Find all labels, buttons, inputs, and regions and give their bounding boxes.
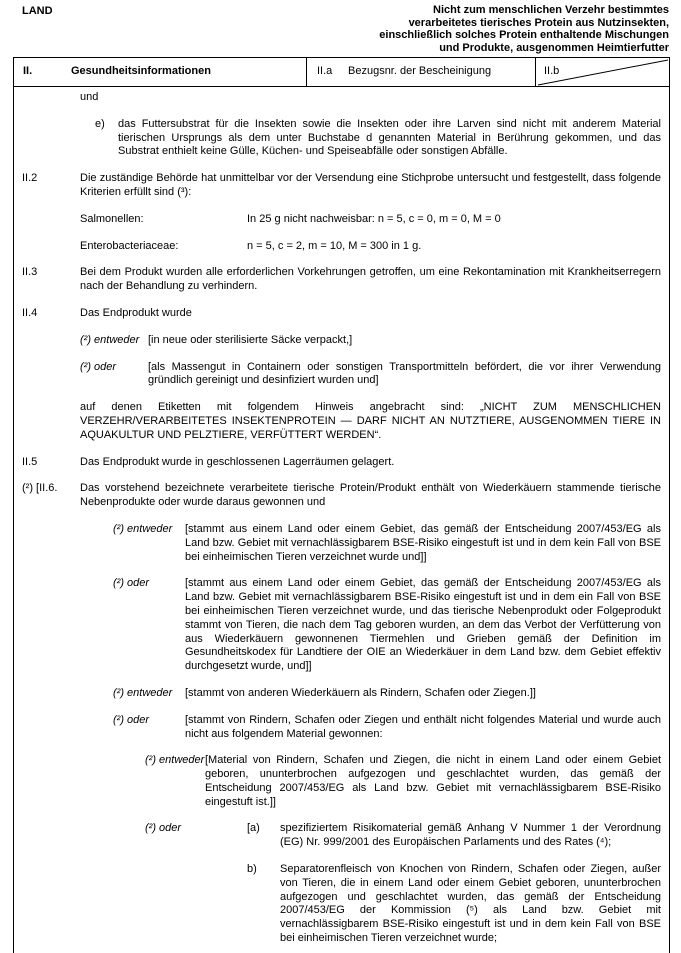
- document-title: [239, 4, 669, 54]
- title-line-1: Nicht zum menschlichen Verzehr bestimmtes: [433, 4, 669, 16]
- II6-option-4-label: (²) oder: [113, 713, 150, 726]
- item-e: [80, 118, 661, 159]
- item-b-text: Separatorenfleisch von Knochen von Rindern, Schafen oder Ziegen, außer von Tieren, die in einem Land oder einem Gebiet geboren, ununterbrochen aufgezogen und geschlachtet wurden, das gemäß der Entscheidung 2007/453/EG der Kommission (⁵) als Land bzw. Gebiet mit vernachlässigbarem BSE-Risiko eingestuft ist und in dem kein Fall von BSE bei einheimischen Tieren verzeichnet wurde;: [280, 863, 661, 945]
- II6-option-1-text: [stammt aus einem Land oder einem Gebiet, das gemäß der Entscheidung 2007/453/EG als Land bzw. Gebiet mit vernachlässigbarem BSE-Risiko eingestuft ist und in dem kein Fall von BSE bei einheimischen Tieren verzeichnet wurde und]]: [185, 522, 661, 563]
- criterion-enterobacteriaceae-name: Enterobacteriaceae:: [80, 239, 179, 252]
- II6-option-3-text: [stammt von anderen Wiederkäuern als Rindern, Schafen oder Ziegen.]]: [185, 686, 536, 699]
- II4-option-entweder-text: [in neue oder sterilisierte Säcke verpackt,]: [148, 333, 353, 346]
- certificate-part2-box: [13, 57, 670, 953]
- country-label: LAND: [22, 5, 53, 17]
- II4-option-oder-label: (²) oder: [80, 360, 117, 373]
- certificate-body: [14, 87, 669, 946]
- II6-option-3-entweder: [113, 687, 661, 701]
- section-II2-row: [14, 172, 669, 200]
- section-II5-row: [14, 456, 669, 470]
- section-II5-number: II.5: [22, 455, 38, 468]
- criterion-salmonella-value: In 25 g nicht nachweisbar: n = 5, c = 0, m = 0, M = 0: [247, 212, 501, 225]
- header-cell-iib: [536, 58, 669, 86]
- II6-option-2-text: [stammt aus einem Land oder einem Gebiet, das gemäß der Entscheidung 2007/453/EG als Land bzw. Gebiet mit vernachlässigbarem BSE-Risiko eingestuft ist und in dem ein Fall von BSE bei einheimischen Tieren verzeichnet wurde, und das tierische Nebenprodukt oder Folgeprodukt stammt von Tieren, die nach dem Tag geboren wurden, an dem das Verbot der Verfütterung von aus Wiederkäuern gewonnenen Tiermehlen und Grieben gemäß der Definition im Gesundheitskodex für Landtiere der OIE an Wiederkäuer in dem Land bzw. dem Gebiet effektiv durchgesetzt wurde, und]]: [185, 577, 661, 673]
- II4-option-entweder-label: (²) entweder: [80, 333, 140, 346]
- reference-number-label: Bezugsnr. der Bescheinigung: [348, 65, 492, 78]
- section-II6-row: [14, 482, 669, 946]
- II6-suboption-entweder-text: [Material von Rindern, Schafen und Ziegen, die nicht in einem Land oder einem Gebiet geboren, ununterbrochen aufgezogen und geschlachtet wurden, das gemäß der Entscheidung 2007/453/EG als Land bzw. Gebiet mit vernachlässigbarem BSE-Risiko eingestuft ist.]]: [205, 754, 661, 808]
- connector-word: und: [80, 91, 99, 103]
- II6-suboption-entweder-label: (²) entweder: [145, 754, 205, 767]
- II6-option-3-label: (²) entweder: [113, 686, 173, 699]
- section-II4-row: [14, 307, 669, 443]
- section-II6-number: (²) [II.6.: [22, 482, 58, 495]
- item-a-marker: [a): [247, 822, 260, 835]
- II6-suboption-oder-item-a: [145, 822, 661, 850]
- II6-suboption-entweder: [145, 754, 661, 809]
- connector-row: [14, 91, 669, 105]
- criterion-salmonella-row: [14, 213, 669, 227]
- criterion-salmonella: [80, 213, 661, 227]
- item-a-text: spezifiziertem Risikomaterial gemäß Anhang V Nummer 1 der Verordnung (EG) Nr. 999/2001 des Europäischen Parlaments und des Rates (⁴);: [280, 822, 661, 849]
- section-II2-text: Die zuständige Behörde hat unmittelbar vor der Versendung eine Stichprobe untersucht und festgestellt, dass folgende Kriterien erfüllt sind (³):: [80, 172, 661, 198]
- section-II2-number: II.2: [22, 172, 38, 185]
- title-line-2: verarbeitetes tierisches Protein aus Nutzinsekten,: [408, 16, 669, 29]
- header-cell-health-info: [14, 58, 307, 86]
- criterion-enterobacteriaceae-row: [14, 240, 669, 254]
- criterion-enterobacteriaceae: [80, 240, 661, 254]
- II6-option-2-label: (²) oder: [113, 577, 150, 590]
- health-info-label: Gesundheitsinformationen: [71, 65, 211, 78]
- section-II4-closing: auf denen Etiketten mit folgendem Hinweis angebracht sind: „NICHT ZUM MENSCHLICHEN VERZEHR/VERARBEITETES INSEKTENPROTEIN — DARF NICHT AN NUTZTIERE, AUSGENOMMEN TIERE IN AQUAKULTUR UND PELZTIERE, VERFÜTTERT WERDEN“.: [80, 401, 661, 441]
- criterion-enterobacteriaceae-value: n = 5, c = 2, m = 10, M = 300 in 1 g.: [247, 239, 422, 252]
- section-II4-number: II.4: [22, 306, 38, 319]
- II6-option-2-oder: [113, 577, 661, 674]
- header-cell-reference-number: [307, 58, 536, 86]
- II6-suboption-oder-label: (²) oder: [145, 822, 182, 835]
- II4-option-entweder: [80, 334, 661, 348]
- II4-option-oder: [80, 361, 661, 389]
- section-II4-text: Das Endprodukt wurde: [80, 306, 192, 319]
- II6-option-4-oder: [113, 714, 661, 742]
- criterion-salmonella-name: Salmonellen:: [80, 212, 144, 225]
- item-e-marker: e): [95, 117, 105, 130]
- item-b-marker: b): [247, 863, 257, 876]
- section-II5-text: Das Endprodukt wurde in geschlossenen Lagerräumen gelagert.: [80, 455, 395, 468]
- section-II3-number: II.3: [22, 266, 38, 279]
- title-line-3: einschließlich solches Protein enthaltende Mischungen: [379, 29, 669, 42]
- section-II3-text: Bei dem Produkt wurden alle erforderlichen Vorkehrungen getroffen, um eine Rekontamination mit Krankheitserregern nach der Behandlung zu verhindern.: [80, 266, 661, 293]
- section-iia-number: II.a: [317, 65, 333, 78]
- section-ii-number: II.: [23, 65, 33, 78]
- section-II3-row: [14, 266, 669, 294]
- section-II6-text: Das vorstehend bezeichnete verarbeitete tierische Protein/Produkt enthält von Wiederkäuern stammende tierische Nebenprodukte oder wurde daraus gewonnen und: [80, 482, 661, 509]
- item-e-row: [14, 118, 669, 159]
- II6-option-4-text: [stammt von Rindern, Schafen oder Ziegen und enthält nicht folgendes Material und wurde auch nicht aus folgendem Material gewonnen:: [185, 713, 661, 740]
- II6-option-1-label: (²) entweder: [113, 522, 173, 535]
- item-e-text: das Futtersubstrat für die Insekten sowie die Insekten oder ihre Larven sind nicht mit anderem Material tierischen Ursprungs als dem unter Buchstabe d genannten Material in Berührung gekommen, und das Substrat enthielt keine Gülle, Küchen- und Speiseabfälle oder sonstigen Abfälle.: [118, 117, 661, 158]
- II6-option-1-entweder: [113, 523, 661, 564]
- part2-table-header: [14, 58, 669, 87]
- section-iib-number: II.b: [544, 65, 560, 78]
- title-line-4: und Produkte, ausgenommen Heimtierfutter: [439, 41, 669, 54]
- II4-option-oder-text: [als Massengut in Containern oder sonstigen Transportmitteln befördert, die vor ihrer Verwendung gründlich gereinigt und desinfiziert wurden und]: [148, 360, 661, 387]
- II6-suboption-oder-item-b: [145, 863, 661, 946]
